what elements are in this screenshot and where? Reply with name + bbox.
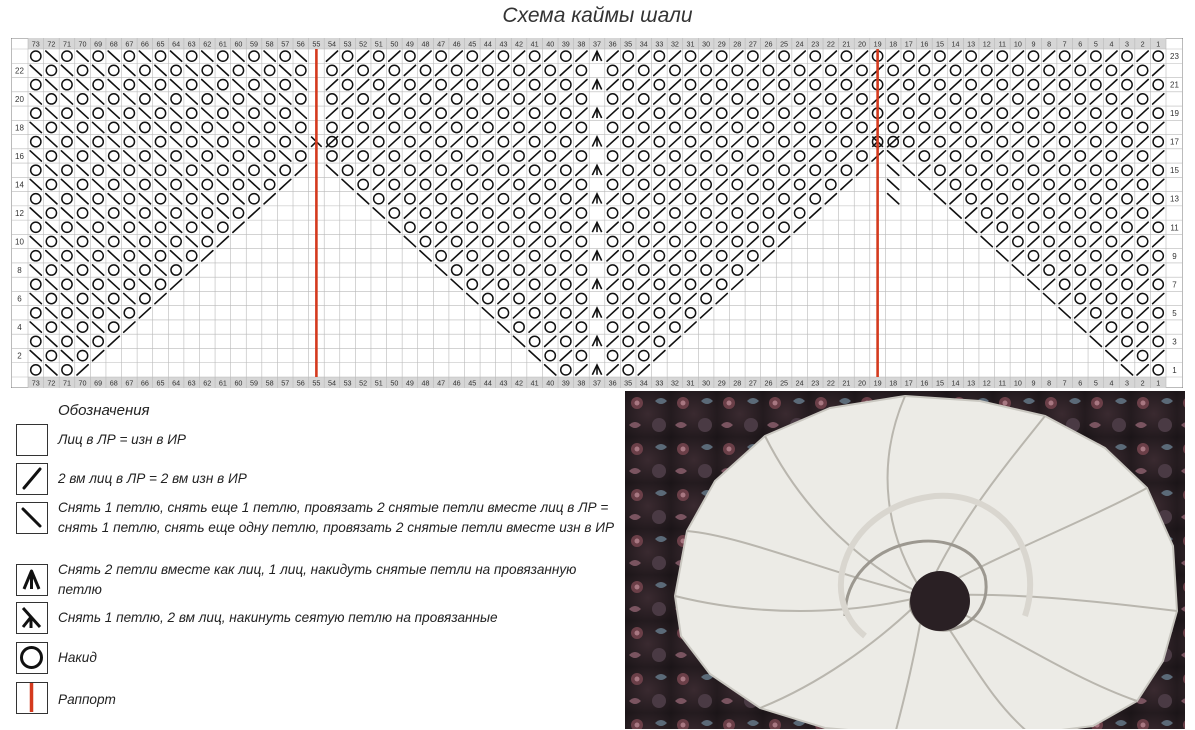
row-number-left: 6 — [17, 294, 22, 304]
column-number-top: 56 — [296, 39, 305, 49]
column-number-top: 65 — [156, 39, 165, 49]
column-number-top: 32 — [670, 39, 679, 49]
row-number-right: 21 — [1170, 80, 1179, 90]
column-number-bottom: 6 — [1078, 378, 1083, 388]
column-number-top: 4 — [1109, 39, 1114, 49]
row-number-right: 9 — [1172, 251, 1177, 261]
column-number-top: 67 — [125, 39, 134, 49]
column-number-top: 3 — [1125, 39, 1130, 49]
row-number-right: 11 — [1170, 223, 1179, 233]
column-number-bottom: 59 — [250, 378, 259, 388]
column-number-top: 19 — [873, 39, 882, 49]
column-number-top: 69 — [94, 39, 103, 49]
column-number-bottom: 50 — [390, 378, 399, 388]
column-number-top: 2 — [1140, 39, 1145, 49]
column-number-bottom: 49 — [405, 378, 414, 388]
column-number-top: 59 — [250, 39, 259, 49]
column-number-top: 28 — [733, 39, 742, 49]
row-number-left: 8 — [17, 266, 22, 276]
column-number-top: 9 — [1031, 39, 1036, 49]
column-number-top: 58 — [265, 39, 274, 49]
column-number-bottom: 26 — [764, 378, 773, 388]
column-number-bottom: 20 — [858, 378, 867, 388]
column-number-top: 34 — [639, 39, 648, 49]
column-number-bottom: 33 — [655, 378, 664, 388]
column-number-bottom: 56 — [296, 378, 305, 388]
column-number-bottom: 21 — [842, 378, 851, 388]
column-number-bottom: 68 — [109, 378, 118, 388]
legend-text-ssk: Снять 1 петлю, снять еще 1 петлю, провязать 2 снятые петли вместе лиц в ЛР = снять 1 петлю, снять еще одну петлю, провязать 2 снятые петли вместе изн в ИР — [58, 500, 615, 535]
column-number-bottom: 42 — [515, 378, 524, 388]
column-number-top: 27 — [748, 39, 757, 49]
repeat-line-icon — [16, 682, 48, 714]
column-number-top: 13 — [967, 39, 976, 49]
column-number-top: 20 — [858, 39, 867, 49]
column-number-bottom: 37 — [593, 378, 601, 388]
row-number-right: 1 — [1172, 365, 1177, 375]
column-number-bottom: 71 — [62, 378, 71, 388]
column-number-top: 38 — [577, 39, 586, 49]
legend-text-k2tog: 2 вм лиц в ЛР = 2 вм изн в ИР — [58, 471, 247, 486]
column-number-top: 33 — [655, 39, 664, 49]
column-number-top: 70 — [78, 39, 87, 49]
column-number-top: 24 — [795, 39, 804, 49]
column-number-bottom: 38 — [577, 378, 586, 388]
column-number-bottom: 47 — [437, 378, 446, 388]
column-number-bottom: 53 — [343, 378, 352, 388]
column-number-top: 61 — [218, 39, 227, 49]
column-number-top: 16 — [920, 39, 929, 49]
column-number-bottom: 43 — [499, 378, 508, 388]
column-number-bottom: 16 — [920, 378, 929, 388]
column-number-bottom: 57 — [281, 378, 290, 388]
column-number-top: 10 — [1013, 39, 1022, 49]
column-number-top: 21 — [842, 39, 851, 49]
column-number-top: 22 — [826, 39, 835, 49]
column-number-top: 31 — [686, 39, 695, 49]
column-number-top: 35 — [624, 39, 633, 49]
row-number-left: 4 — [17, 323, 22, 333]
column-number-bottom: 36 — [608, 378, 617, 388]
row-number-left: 18 — [15, 123, 24, 133]
column-number-bottom: 58 — [265, 378, 274, 388]
column-number-top: 15 — [935, 39, 944, 49]
column-number-bottom: 12 — [982, 378, 991, 388]
column-number-top: 30 — [702, 39, 711, 49]
column-number-top: 45 — [468, 39, 477, 49]
knitting-chart — [11, 38, 1183, 388]
column-number-bottom: 7 — [1062, 378, 1067, 388]
row-number-left: 10 — [15, 237, 24, 247]
column-number-bottom: 45 — [468, 378, 477, 388]
column-number-top: 12 — [982, 39, 991, 49]
column-number-bottom: 52 — [359, 378, 368, 388]
column-number-bottom: 31 — [686, 378, 695, 388]
column-number-top: 26 — [764, 39, 773, 49]
column-number-bottom: 8 — [1047, 378, 1052, 388]
column-number-top: 1 — [1156, 39, 1161, 49]
legend-text-cdd: Снять 2 петли вместе как лиц, 1 лиц, накидуть снятые петли на провязанную петлю — [58, 562, 577, 597]
yarn-over-circle-icon — [16, 642, 48, 674]
row-number-right: 13 — [1170, 194, 1179, 204]
ssk-backslash-icon — [16, 502, 48, 534]
column-number-bottom: 18 — [889, 378, 898, 388]
row-number-right: 3 — [1172, 337, 1177, 347]
column-number-top: 40 — [546, 39, 555, 49]
legend-text-sk2p: Снять 1 петлю, 2 вм лиц, накинуть сеятую петлю на провязанные — [58, 610, 498, 625]
row-number-right: 15 — [1170, 166, 1179, 176]
column-number-bottom: 13 — [967, 378, 976, 388]
column-number-bottom: 41 — [530, 378, 539, 388]
column-number-bottom: 54 — [327, 378, 336, 388]
shawl-photo — [625, 391, 1185, 729]
column-number-top: 64 — [172, 39, 181, 49]
column-number-top: 37 — [593, 39, 601, 49]
column-number-bottom: 1 — [1156, 378, 1161, 388]
column-number-top: 23 — [811, 39, 820, 49]
column-number-bottom: 67 — [125, 378, 134, 388]
column-number-top: 71 — [62, 39, 71, 49]
column-number-top: 47 — [437, 39, 446, 49]
column-number-top: 7 — [1062, 39, 1067, 49]
k2tog-slash-icon — [16, 463, 48, 495]
column-number-top: 6 — [1078, 39, 1083, 49]
row-number-left: 14 — [15, 180, 24, 190]
column-number-bottom: 22 — [826, 378, 835, 388]
row-number-right: 5 — [1172, 308, 1177, 318]
column-number-bottom: 44 — [483, 378, 492, 388]
column-number-bottom: 73 — [31, 378, 40, 388]
column-number-bottom: 63 — [187, 378, 196, 388]
column-number-bottom: 61 — [218, 378, 227, 388]
column-number-top: 44 — [483, 39, 492, 49]
row-number-right: 17 — [1170, 137, 1179, 147]
column-number-top: 42 — [515, 39, 524, 49]
column-number-top: 49 — [405, 39, 414, 49]
legend-heading: Обозначения — [58, 402, 150, 419]
row-number-left: 20 — [15, 94, 24, 104]
column-number-top: 57 — [281, 39, 290, 49]
column-number-bottom: 60 — [234, 378, 243, 388]
column-number-top: 60 — [234, 39, 243, 49]
column-number-top: 29 — [717, 39, 726, 49]
column-number-bottom: 32 — [670, 378, 679, 388]
column-number-top: 62 — [203, 39, 212, 49]
column-number-bottom: 46 — [452, 378, 461, 388]
column-number-top: 63 — [187, 39, 196, 49]
column-number-bottom: 23 — [811, 378, 820, 388]
row-number-right: 19 — [1170, 109, 1179, 119]
legend-text-knit: Лиц в ЛР = изн в ИР — [58, 432, 186, 447]
row-number-left: 16 — [15, 151, 24, 161]
column-number-bottom: 40 — [546, 378, 555, 388]
column-number-bottom: 15 — [935, 378, 944, 388]
column-number-bottom: 28 — [733, 378, 742, 388]
column-number-bottom: 65 — [156, 378, 165, 388]
column-number-bottom: 69 — [94, 378, 103, 388]
column-number-top: 25 — [780, 39, 789, 49]
knitting-chart-svg — [11, 38, 1183, 388]
column-number-top: 53 — [343, 39, 352, 49]
centered-double-decrease-icon — [16, 564, 48, 596]
column-number-top: 68 — [109, 39, 118, 49]
column-number-bottom: 25 — [780, 378, 789, 388]
column-number-top: 66 — [140, 39, 149, 49]
column-number-bottom: 51 — [374, 378, 383, 388]
column-number-top: 48 — [421, 39, 430, 49]
column-number-bottom: 64 — [172, 378, 181, 388]
column-number-top: 54 — [327, 39, 336, 49]
column-number-bottom: 4 — [1109, 378, 1114, 388]
column-number-top: 73 — [31, 39, 40, 49]
column-number-bottom: 2 — [1140, 378, 1145, 388]
column-number-top: 52 — [359, 39, 368, 49]
column-number-bottom: 48 — [421, 378, 430, 388]
column-number-bottom: 3 — [1125, 378, 1130, 388]
column-number-top: 5 — [1093, 39, 1098, 49]
column-number-top: 46 — [452, 39, 461, 49]
column-number-bottom: 27 — [748, 378, 757, 388]
column-number-top: 50 — [390, 39, 399, 49]
column-number-top: 17 — [904, 39, 913, 49]
column-number-bottom: 19 — [873, 378, 882, 388]
empty-square-icon — [16, 424, 48, 456]
row-number-right: 23 — [1170, 52, 1179, 62]
legend-text-yo: Накид — [58, 650, 97, 665]
column-number-top: 43 — [499, 39, 508, 49]
column-number-bottom: 11 — [998, 378, 1007, 388]
column-number-top: 8 — [1047, 39, 1052, 49]
row-number-right: 7 — [1172, 280, 1177, 290]
row-number-left: 2 — [17, 351, 22, 361]
column-number-bottom: 39 — [561, 378, 570, 388]
column-number-top: 18 — [889, 39, 898, 49]
column-number-bottom: 66 — [140, 378, 149, 388]
legend — [0, 396, 620, 730]
column-number-top: 72 — [47, 39, 56, 49]
column-number-bottom: 29 — [717, 378, 726, 388]
column-number-top: 55 — [312, 39, 321, 49]
row-number-left: 22 — [15, 66, 24, 76]
column-number-bottom: 9 — [1031, 378, 1036, 388]
column-number-bottom: 72 — [47, 378, 56, 388]
column-number-bottom: 24 — [795, 378, 804, 388]
column-number-top: 14 — [951, 39, 960, 49]
column-number-bottom: 62 — [203, 378, 212, 388]
column-number-bottom: 35 — [624, 378, 633, 388]
sk2p-decrease-icon — [16, 602, 48, 634]
row-number-left: 12 — [15, 209, 24, 218]
page-title: Схема каймы шали — [502, 4, 693, 27]
column-number-bottom: 14 — [951, 378, 960, 388]
column-number-bottom: 34 — [639, 378, 648, 388]
legend-text-repeat: Раппорт — [58, 692, 116, 707]
column-number-bottom: 17 — [904, 378, 913, 388]
column-number-top: 11 — [998, 39, 1007, 49]
column-number-bottom: 55 — [312, 378, 321, 388]
column-number-bottom: 30 — [702, 378, 711, 388]
column-number-top: 51 — [374, 39, 383, 49]
column-number-bottom: 10 — [1013, 378, 1022, 388]
column-number-bottom: 5 — [1093, 378, 1098, 388]
column-number-top: 36 — [608, 39, 617, 49]
column-number-top: 39 — [561, 39, 570, 49]
column-number-top: 41 — [530, 39, 539, 49]
column-number-bottom: 70 — [78, 378, 87, 388]
